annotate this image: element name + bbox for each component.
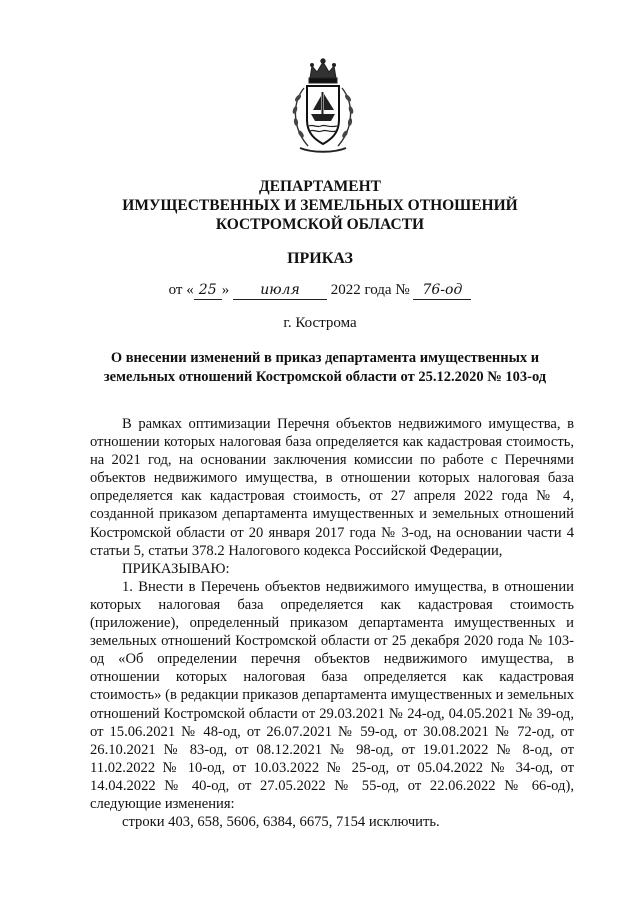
preamble-paragraph: В рамках оптимизации Перечня объектов недвижимого имущества, в отношении которых налоговая база определяется как кадастровая стоимость, на 2021 год, на основании заключения комиссии по работе с Перечнями объектов недвижимого имущества, в отношении которых налоговая база определяется как кадастровая стоимость, от 27 апреля 2022 года № 4, созданной приказом департамента имущественных и земельных отношений Костромской области от 20 января 2017 года № 3-од, на основании части 4 статьи 5, статьи 378.2 Налогового кодекса Российской Федерации, bbox=[90, 416, 574, 559]
order-number-field bbox=[413, 282, 471, 300]
date-year-text: 2022 года № bbox=[330, 282, 410, 298]
order-body bbox=[90, 415, 574, 831]
order-date-line bbox=[0, 282, 640, 300]
order-subject: О внесении изменений в приказ департамента имущественных и земельных отношений Костромской области от 25.12.2020 № 103-од bbox=[103, 350, 547, 385]
clause-1-changes: строки 403, 658, 5606, 6384, 6675, 7154 исключить. bbox=[122, 814, 440, 831]
date-prefix: от « bbox=[168, 282, 194, 298]
department-name-line-3: КОСТРОМСКОЙ ОБЛАСТИ bbox=[215, 216, 425, 233]
date-month-field bbox=[233, 282, 327, 300]
city-name: г. Кострома bbox=[283, 315, 357, 331]
date-month-handwritten: июля bbox=[260, 282, 300, 298]
order-number-handwritten: 76-од bbox=[422, 282, 463, 298]
date-mid: » bbox=[221, 282, 230, 298]
document-type-title: ПРИКАЗ bbox=[287, 250, 353, 267]
department-name-line-2: ИМУЩЕСТВЕННЫХ И ЗЕМЕЛЬНЫХ ОТНОШЕНИЙ bbox=[122, 197, 518, 214]
date-day-field bbox=[194, 282, 222, 300]
coat-of-arms-emblem bbox=[286, 58, 360, 156]
order-directive: ПРИКАЗЫВАЮ: bbox=[122, 560, 230, 577]
date-day-handwritten: 25 bbox=[198, 282, 217, 298]
clause-1-paragraph: 1. Внести в Перечень объектов недвижимого имущества, в отношении которых налоговая база определяется как кадастровая стоимость (приложение), определенный приказом департамента имущественных и земельных отношений Костромской области от 25 декабря 2020 года № 103-од «Об определении перечня объектов недвижимого имущества, в отношении которых налоговая база определяется как кадастровая стоимость» (в редакции приказов департамента имущественных и земельных отношений Костромской области от 29.03.2021 № 24-од, 04.05.2021 № 39-од, от 15.06.2021 № 48-од, от 26.07.2021 № 59-од, от 30.08.2021 № 72-од, от 26.10.2021 № 83-од, от 08.12.2021 № 98-од, от 19.01.2022 № 8-од, от 11.02.2022 № 10-од, от 10.03.2022 № 25-од, от 05.04.2022 № 34-од, от 14.04.2022 № 40-од, от 27.05.2022 № 55-од, от 22.06.2022 № 66-од), следующие изменения: bbox=[90, 578, 574, 812]
department-name-line-1: ДЕПАРТАМЕНТ bbox=[258, 178, 382, 195]
